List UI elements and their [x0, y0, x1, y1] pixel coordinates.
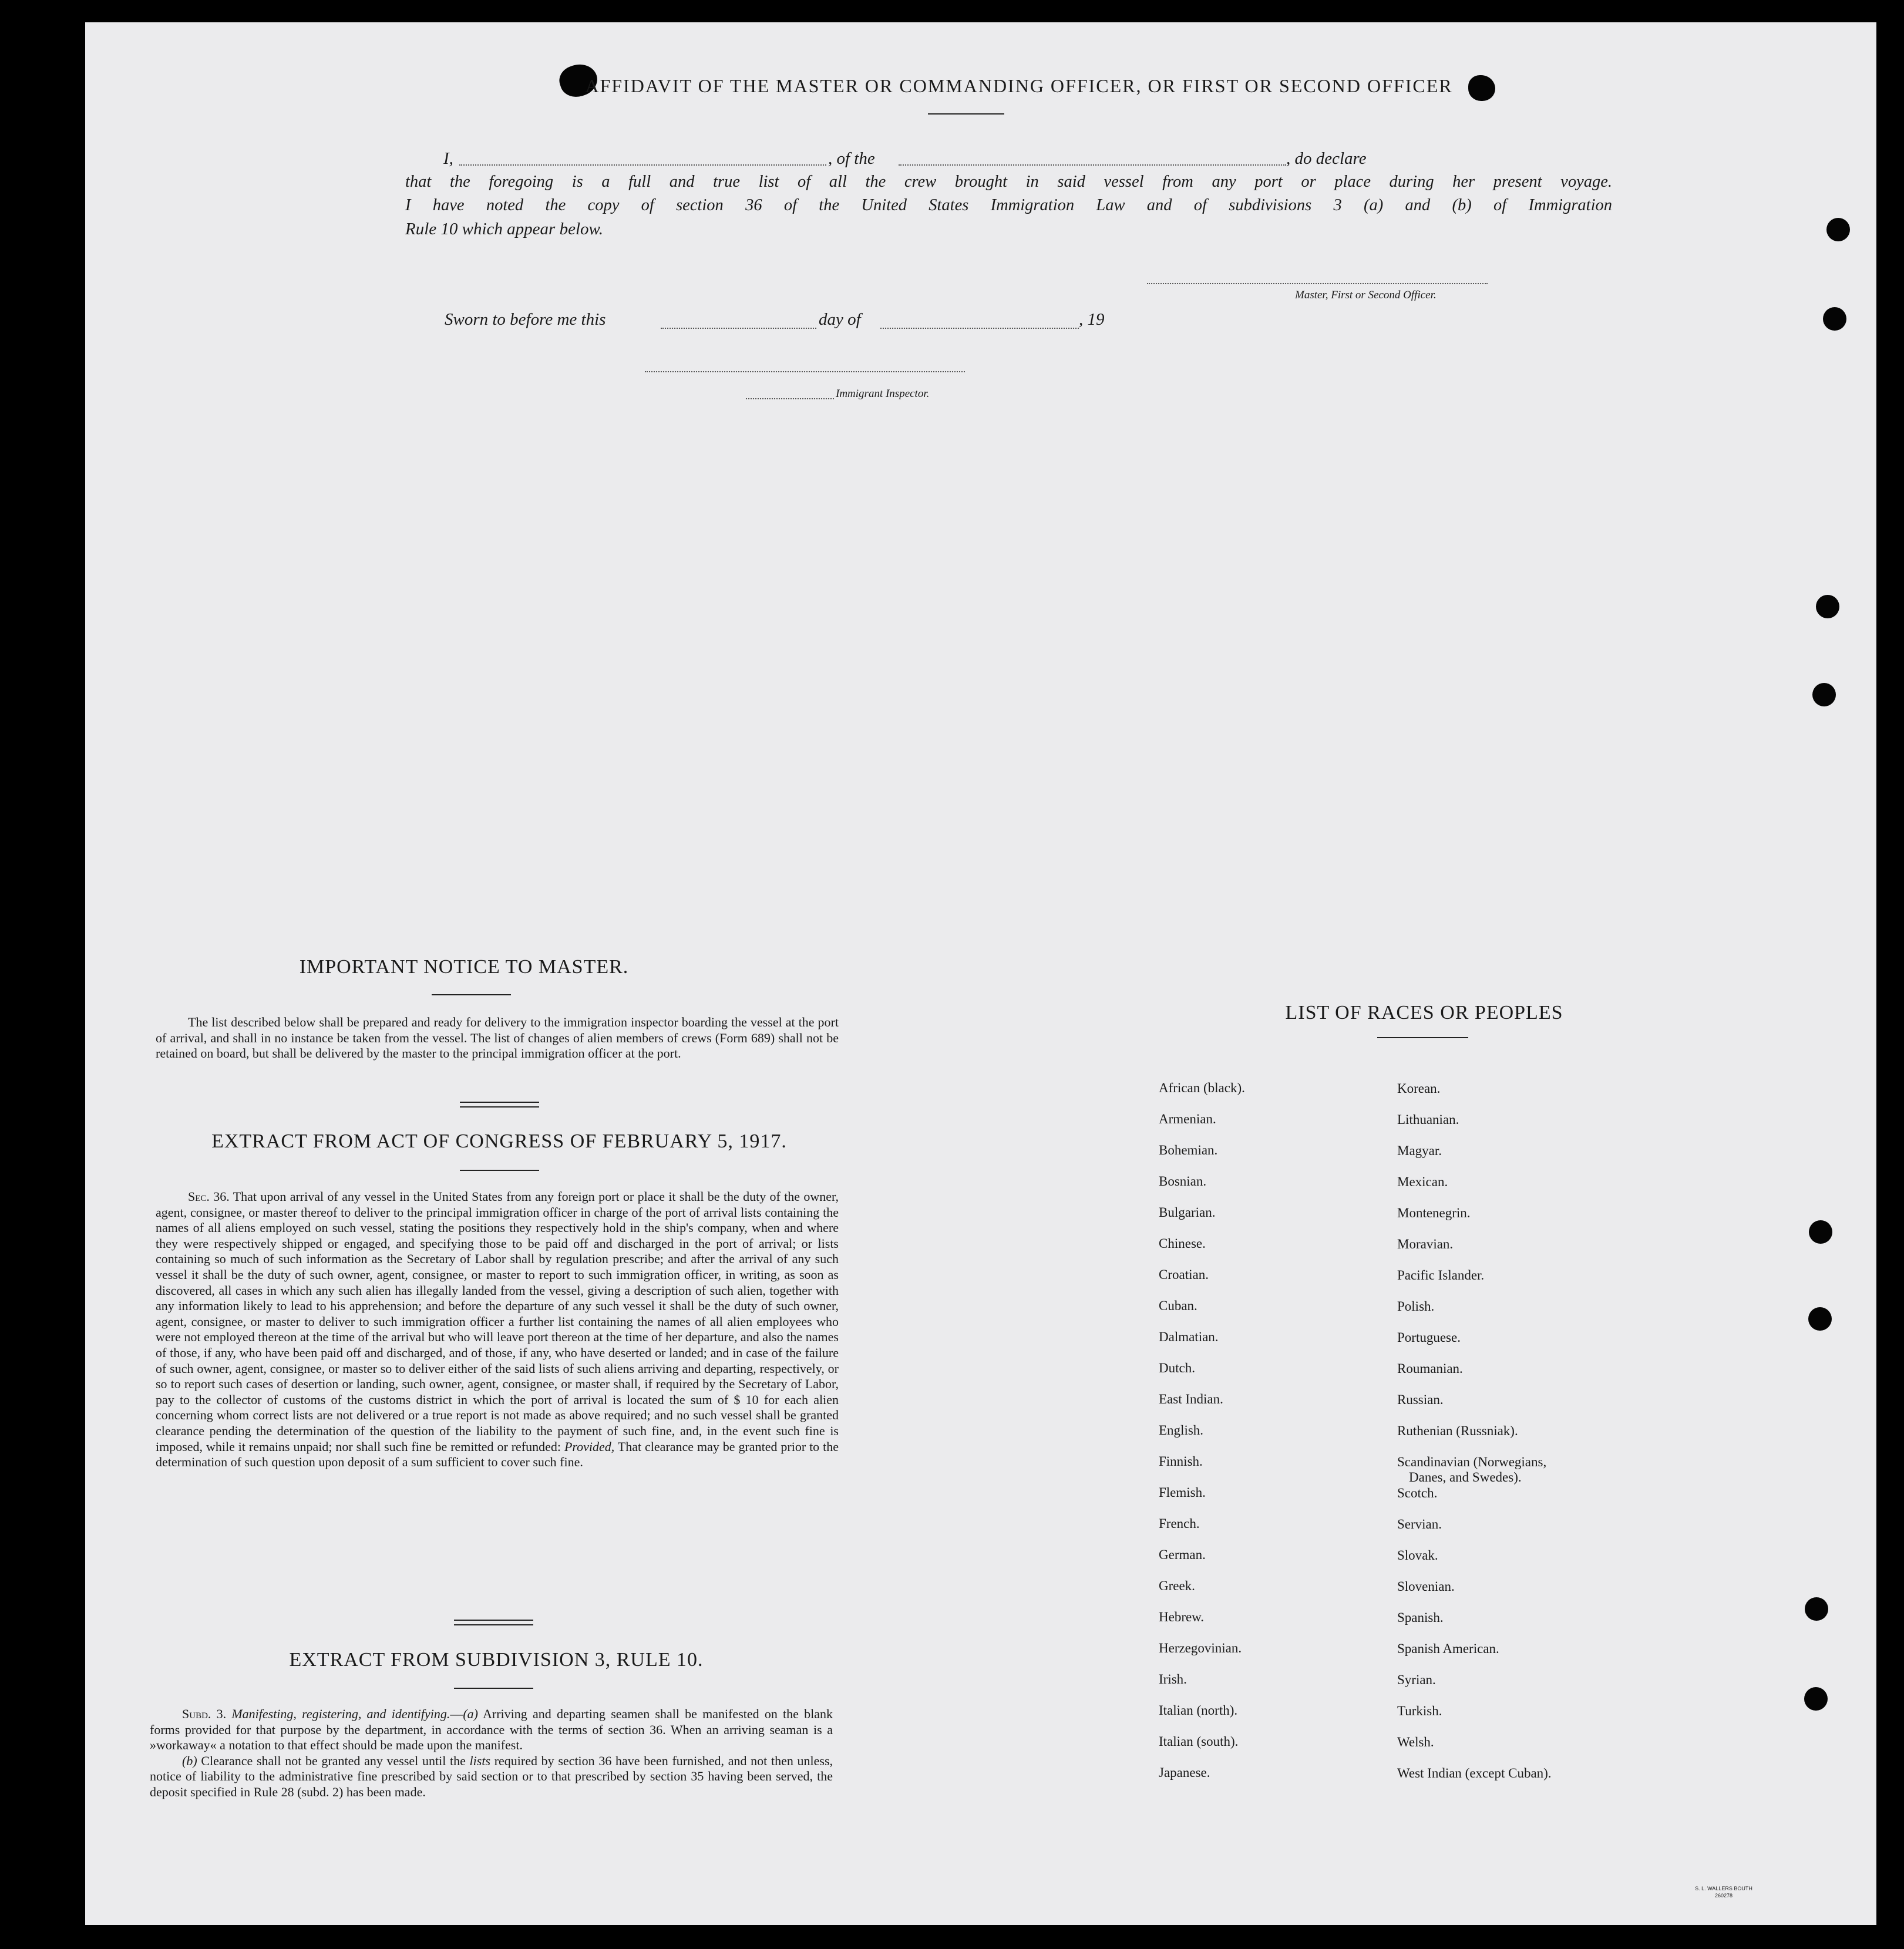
race-item: German.	[1159, 1547, 1206, 1562]
race-item: Portuguese.	[1397, 1330, 1461, 1345]
affidavit-i: I,	[443, 149, 453, 168]
race-item: Mexican.	[1397, 1174, 1448, 1189]
name-blank	[459, 164, 826, 166]
day-blank	[661, 328, 816, 329]
provided-word: Provided,	[564, 1439, 615, 1454]
b-lists: lists	[469, 1753, 491, 1768]
divider	[1377, 1037, 1468, 1038]
race-item: African (black).	[1159, 1080, 1245, 1095]
race-item: Pacific Islander.	[1397, 1268, 1485, 1282]
race-item: Russian.	[1397, 1392, 1444, 1407]
race-item: Armenian.	[1159, 1112, 1216, 1126]
punch-hole	[1808, 1307, 1832, 1331]
race-item: English.	[1159, 1423, 1204, 1438]
affidavit-title: AFFIDAVIT OF THE MASTER OR COMMANDING OFFICER, OR FIRST OR SECOND OFFICER	[585, 75, 1453, 96]
affidavit-statement	[405, 147, 1612, 241]
race-item: Dutch.	[1159, 1361, 1195, 1375]
race-item: Slovenian.	[1397, 1579, 1455, 1594]
race-item: Spanish.	[1397, 1610, 1444, 1625]
race-item: Slovak.	[1397, 1548, 1438, 1563]
race-item: French.	[1159, 1516, 1200, 1531]
b-text-2: required by section 36 have been furnished, and not then unless, notice of liability to the administrative fine prescribed by said section or to that prescribed by section 35 having been served, the deposit specified in Rule 28 (subd. 2) has been made.	[150, 1753, 833, 1799]
race-item: Danes, and Swedes).	[1409, 1470, 1522, 1485]
punch-hole	[1809, 1220, 1832, 1244]
affidavit-do-declare: , do declare	[1286, 149, 1367, 168]
master-signature-label: Master, First or Second Officer.	[1295, 289, 1437, 301]
race-item: East Indian.	[1159, 1392, 1223, 1406]
race-item: Roumanian.	[1397, 1361, 1463, 1376]
printer-mark	[1671, 1885, 1777, 1899]
race-item: West Indian (except Cuban).	[1397, 1766, 1552, 1780]
race-item: Servian.	[1397, 1517, 1442, 1531]
race-item: Hebrew.	[1159, 1610, 1205, 1624]
race-item: Bohemian.	[1159, 1143, 1218, 1157]
sworn-line	[445, 310, 1208, 335]
inspector-label-leader	[746, 398, 834, 399]
race-item: Italian (north).	[1159, 1703, 1238, 1718]
sec-label: Sec. 36.	[188, 1189, 230, 1204]
races-title: LIST OF RACES OR PEOPLES	[1285, 1002, 1563, 1024]
printer-name: S. L. WALLERS BOUTH	[1695, 1886, 1752, 1891]
race-item: Syrian.	[1397, 1672, 1436, 1687]
race-item: Lithuanian.	[1397, 1112, 1459, 1127]
race-item: Spanish American.	[1397, 1641, 1499, 1656]
punch-hole	[1812, 683, 1836, 706]
race-item: Italian (south).	[1159, 1734, 1239, 1749]
race-item: Herzegovinian.	[1159, 1641, 1242, 1655]
double-divider	[460, 1106, 539, 1108]
sworn-text: Sworn to before me this	[445, 310, 606, 329]
printer-number: 260278	[1714, 1893, 1733, 1898]
race-item: Magyar.	[1397, 1143, 1442, 1158]
race-item: Ruthenian (Russniak).	[1397, 1423, 1518, 1438]
race-item: Polish.	[1397, 1299, 1435, 1314]
race-item: Scotch.	[1397, 1486, 1438, 1500]
document-page	[85, 22, 1876, 1925]
inspector-signature-label: Immigrant Inspector.	[836, 388, 930, 400]
affidavit-line-2: that the foregoing is a full and true list of all the crew brought in said vessel from any port or place during her present voyage.	[405, 173, 1612, 191]
punch-hole	[1805, 1597, 1828, 1621]
a-text: Arriving and departing seamen shall be manifested on the blank forms provided for that purpose by the department, in accordance with the terms of section 36. When an arriving seaman is a »workaway« a notation to that effect should be made upon the manifest.	[150, 1706, 833, 1753]
month-blank	[880, 328, 1079, 329]
inspector-signature-line	[645, 371, 965, 372]
punch-hole	[1826, 218, 1850, 241]
day-of-text: day of	[819, 310, 861, 329]
race-item: Greek.	[1159, 1578, 1195, 1593]
race-item: Irish.	[1159, 1672, 1187, 1687]
affidavit-of-the: , of the	[828, 149, 875, 168]
race-item: Turkish.	[1397, 1704, 1442, 1718]
punch-hole	[1816, 595, 1839, 618]
subd-heading: Manifesting, registering, and identifying.	[231, 1706, 450, 1721]
punch-hole	[1804, 1687, 1828, 1711]
b-text-1: Clearance shall not be granted any vessel until the	[201, 1753, 466, 1768]
race-item: Croatian.	[1159, 1267, 1209, 1282]
sec-36-text: That upon arrival of any vessel in the United States from any foreign port or place it shall be the duty of the owner, agent, consignee, or master thereof to deliver to the principal immigration officer in charge of the port of arrival lists containing the names of all aliens employed on such vessel, stating the positions they respectively hold in the ship's company, when and where they were respectively shipped or engaged, and specifying those to be paid off and discharged in the port of arrival; or lists containing so much of such information as the Secretary of Labor shall by regulation prescribe; and after the arrival of any such vessel it shall be the duty of such owner, agent, consignee, or master to report to such immigration officer, in writing, as soon as discovered, all cases in which any such alien has illegally landed from the vessel, giving a description of such alien, together with any information likely to lead to his apprehension; and before the departure of any such vessel it shall be the duty of such owner, agent, consignee, or master to deliver to such immigration officer a further list containing the names of all alien employees who were not employed thereon at the time of the arrival but who will leave port thereon at the time of her departure, and also the names of those, if any, who have been paid off and discharged, and of those, if any, who have deserted or landed; and in case of the failure of such owner, agent, consignee, or master so to deliver either of the said lists of such aliens arriving and departing, respectively, or so to report such cases of desertion or landing, such owner, agent, consignee, or master shall, if required by the Secretary of Labor, pay to the collector of customs of the customs district in which the port of arrival is located the sum of $ 10 for each alien concerning whom correct lists are not delivered or a true report is not made as above required; and no such vessel shall be granted clearance pending the determination of the question of the liability to the payment of such fine, and, in the event such fine is imposed, while it remains unpaid; nor shall such fine be remitted or refunded:	[156, 1189, 839, 1454]
race-item: Montenegrin.	[1397, 1206, 1471, 1220]
race-item: Japanese.	[1159, 1765, 1210, 1780]
b-label: (b)	[182, 1753, 197, 1768]
divider	[928, 113, 1004, 115]
race-item: Bosnian.	[1159, 1174, 1207, 1189]
vessel-blank	[899, 164, 1286, 166]
race-item: Flemish.	[1159, 1485, 1206, 1500]
sec-36-text-end: That clearance may be granted prior to the determination of such question upon deposit of a sum sufficient to cover such fine.	[156, 1439, 839, 1470]
divider	[432, 994, 511, 995]
race-item: Moravian.	[1397, 1237, 1454, 1251]
race-item: Welsh.	[1397, 1735, 1434, 1749]
double-divider	[460, 1102, 539, 1103]
rule-extract-text: Subd. 3. Manifesting, registering, and identifying.—(a) Arriving and departing seamen shall be manifested on the blank forms provided for that purpose by the department, in accordance with the terms of section 36. When an arriving seaman is a »workaway« a notation to that effect should be made upon the manifest. (b) Clearance shall not be granted any vessel until the lists required by section 36 have been furnished, and not then unless, notice of liability to the administrative fine prescribed by said section or to that prescribed by section 35 having been served, the deposit specified in Rule 28 (subd. 2) has been made.	[150, 1706, 833, 1799]
act-extract-text	[156, 1189, 839, 1470]
double-divider	[454, 1620, 533, 1621]
notice-title: IMPORTANT NOTICE TO MASTER.	[299, 956, 629, 978]
double-divider	[454, 1624, 533, 1625]
affidavit-line-3: I have noted the copy of section 36 of the United States Immigration Law and of subdivisions 3 (a) and (b) of Immigration	[405, 196, 1612, 214]
a-label: (a)	[463, 1706, 479, 1721]
race-item: Dalmatian.	[1159, 1329, 1219, 1344]
race-item: Chinese.	[1159, 1236, 1206, 1251]
notice-text: The list described below shall be prepared and ready for delivery to the immigration inspector boarding the vessel at the port of arrival, and shall in no instance be taken from the vessel. The list of changes of alien members of crews (Form 689) shall not be retained on board, but shall be delivered by the master to the principal immigration officer at the port.	[156, 1015, 839, 1061]
act-extract-title: EXTRACT FROM ACT OF CONGRESS OF FEBRUARY 5, 1917.	[211, 1130, 787, 1152]
affidavit-line-4: Rule 10 which appear below.	[405, 220, 603, 238]
year-text: , 19	[1079, 310, 1105, 329]
subd-label: Subd. 3.	[182, 1706, 227, 1721]
race-item: Scandinavian (Norwegians,	[1397, 1455, 1547, 1469]
race-item: Cuban.	[1159, 1298, 1197, 1313]
punch-hole	[1823, 307, 1846, 331]
divider	[460, 1170, 539, 1171]
race-item: Finnish.	[1159, 1454, 1203, 1469]
divider	[454, 1688, 533, 1689]
rule-extract-title: EXTRACT FROM SUBDIVISION 3, RULE 10.	[289, 1649, 704, 1671]
race-item: Bulgarian.	[1159, 1205, 1216, 1220]
race-item: Korean.	[1397, 1081, 1441, 1096]
master-signature-line	[1147, 283, 1488, 284]
